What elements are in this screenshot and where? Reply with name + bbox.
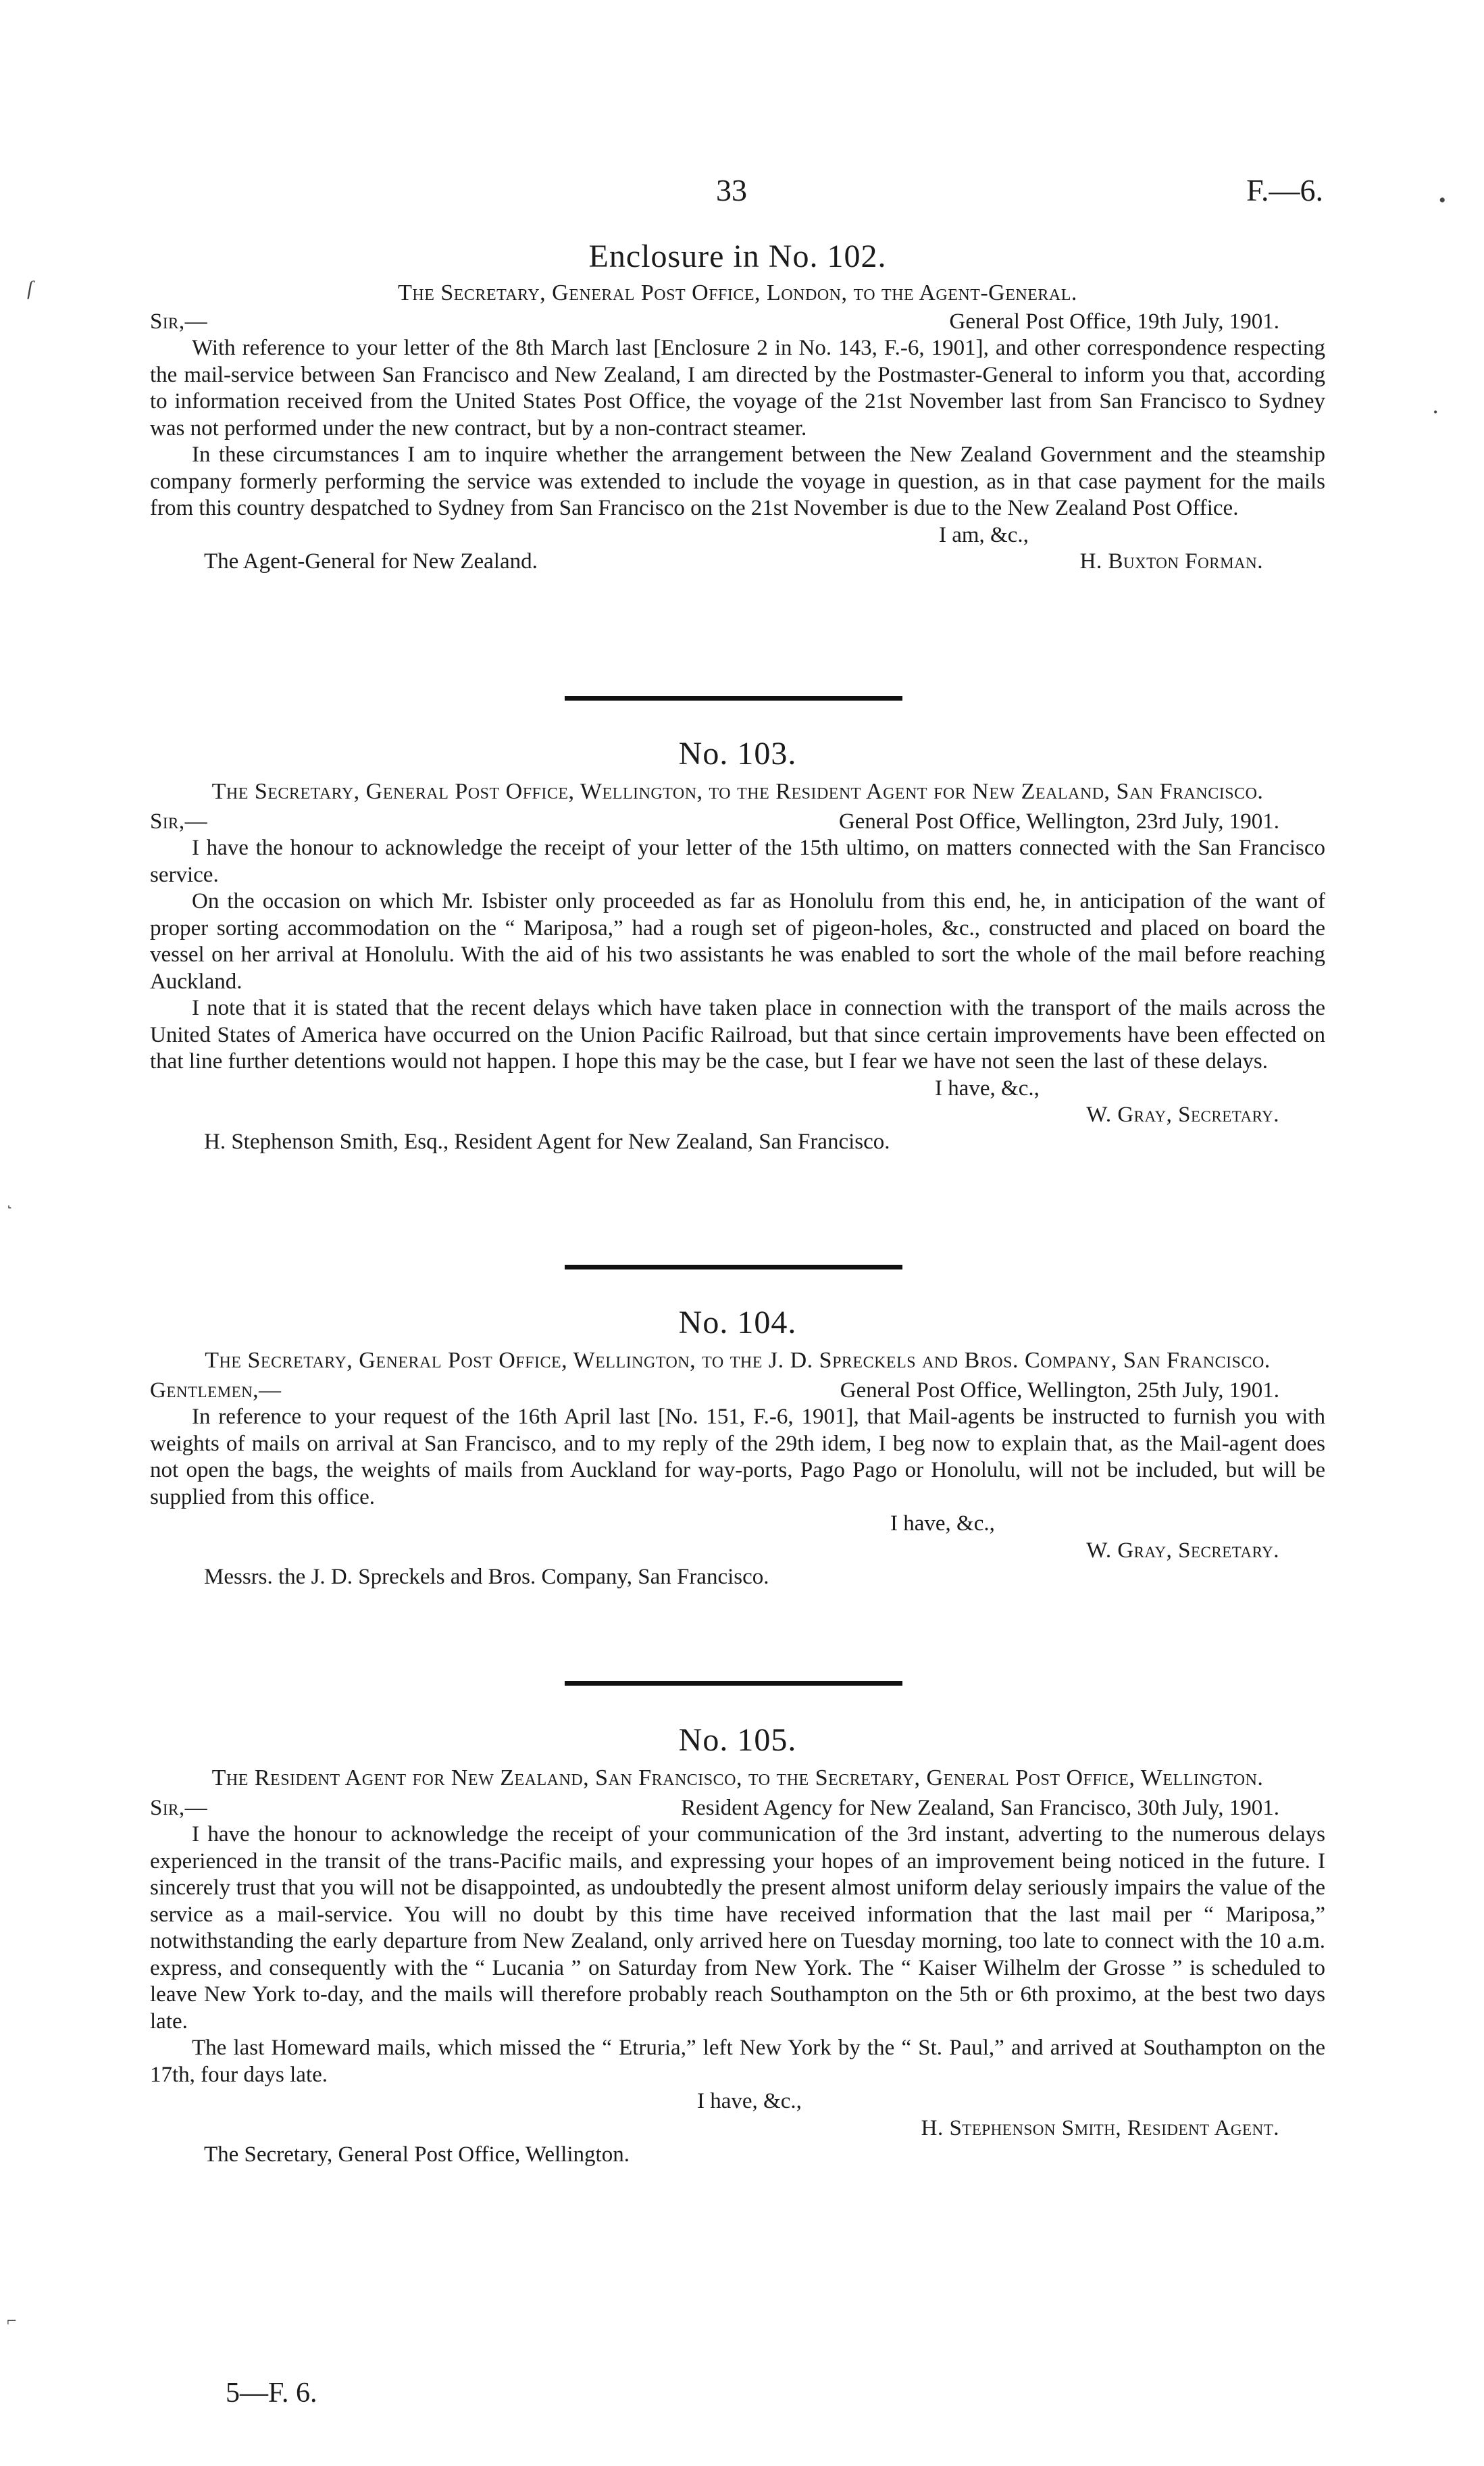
letter-no-103 [150,734,1325,1155]
scan-mark: ⌐ [7,2311,17,2330]
paragraph: I note that it is stated that the recent delays which have taken place in connection with the transport of the mails across the United States of America have occurred on the Union Pacific Railroad, but that since certain improvements have been effected on that line further detentions would not happen. I hope this may be the case, but I fear we have not seen the last of these delays. [150,996,1325,1074]
letter-address-date: General Post Office, 19th July, 1901. [949,309,1279,334]
letter-title: No. 104. [678,1305,797,1340]
recipient: Messrs. the J. D. Spreckels and Bros. Company, San Francisco. [204,1565,769,1589]
scan-speck: • [1433,405,1438,419]
scan-speck: • [1439,189,1446,211]
paragraph: On the occasion on which Mr. Isbister only proceeded as far as Honolulu from this end, he, in anticipation of the want of proper sorting accommodation on the “ Mariposa,” had a rough set of pigeon-holes, &c., constructed and placed on board the vessel on her arrival at Honolulu. With the aid of his two assistants he was enabled to sort the whole of the mail before reaching Auckland. [150,889,1325,994]
section-divider [565,696,902,701]
paragraph: I have the honour to acknowledge the receipt of your letter of the 15th ultimo, on matters connected with the San Francisco service. [150,836,1325,887]
letter-enclosure-102 [150,236,1325,576]
letter-no-105 [150,1720,1325,2169]
section-divider [565,1265,902,1269]
signature: H. Buxton Forman. [1079,549,1263,574]
signature-mark: 5—F. 6. [226,2377,317,2409]
salutation: Sir,— [150,1796,208,1820]
recipient: The Agent-General for New Zealand. [204,549,538,574]
scan-mark: ˻ [7,1189,13,1209]
letter-heading: The Secretary, General Post Office, London, to the Agent-General. [398,280,1077,305]
scan-mark: ſ [27,277,33,299]
recipient: H. Stephenson Smith, Esq., Resident Agent for New Zealand, San Francisco. [204,1129,890,1154]
paragraph: In reference to your request of the 16th April last [No. 151, F.-6, 1901], that Mail-agents be instructed to furnish you with weights of mails on arrival at San Francisco, and to my reply of the 29th idem, I beg now to explain that, as the Mail-agent does not open the bags, the weights of mails from Auckland for way-ports, Pago Pago or Honolulu, will not be included, but will be supplied from this office. [150,1405,1325,1509]
recipient: The Secretary, General Post Office, Wellington. [204,2142,630,2167]
closing: I have, &c., [935,1076,1040,1101]
signature: W. Gray, Secretary. [1086,1103,1279,1127]
paragraph: I have the honour to acknowledge the receipt of your communication of the 3rd instant, adverting to the numerous delays experienced in the transit of the trans-Pacific mails, and expressing your hopes of an improvement being noticed in the future. I sincerely trust that you will not be disappointed, as undoubtedly the present almost uniform delay seriously impairs the value of the service as a mail-service. You will no doubt by this time have received information that the last mail per “ Mariposa,” notwithstanding the early departure from New Zealand, only arrived here on Tuesday morning, too late to connect with the 10 a.m. express, and consequently with the “ Lucania ” on Saturday from New York. The “ Kaiser Wilhelm der Grosse ” is scheduled to leave New York to-day, and the mails will therefore probably reach Southampton on the 5th or 6th proximo, at the best two days late. [150,1822,1325,2034]
salutation: Gentlemen,— [150,1378,282,1403]
closing: I am, &c., [939,522,1029,547]
letter-address-date: General Post Office, Wellington, 25th July, 1901. [840,1378,1279,1403]
section-divider [565,1681,902,1686]
letter-heading: The Resident Agent for New Zealand, San Francisco, to the Secretary, General Post Office, Wellington. [211,1765,1264,1790]
letter-no-104 [150,1303,1325,1591]
letter-title: No. 103. [678,736,797,772]
letter-address-date: General Post Office, Wellington, 23rd July, 1901. [838,809,1279,834]
salutation: Sir,— [150,309,208,334]
signature: W. Gray, Secretary. [1086,1538,1279,1563]
paragraph: The last Homeward mails, which missed the “ Etruria,” left New York by the “ St. Paul,” and arrived at Southampton on the 17th, four days late. [150,2036,1325,2087]
closing: I have, &c., [697,2089,802,2113]
letter-heading: The Secretary, General Post Office, Wellington, to the J. D. Spreckels and Bros. Company, San Francisco. [205,1348,1271,1373]
page-number: 33 [716,173,747,207]
document-reference: F.—6. [1246,173,1323,207]
closing: I have, &c., [890,1511,995,1536]
paragraph: In these circumstances I am to inquire whether the arrangement between the New Zealand Government and the steamship company formerly performing the service was extended to include the voyage in question, as in that case payment for the mails from this country despatched to Sydney from San Francisco on the 21st November is due to the New Zealand Post Office. [150,443,1325,520]
signature: H. Stephenson Smith, Resident Agent. [921,2115,1279,2140]
paragraph: With reference to your letter of the 8th March last [Enclosure 2 in No. 143, F.-6, 1901], and other correspondence respecting the mail-service between San Francisco and New Zealand, I am directed by the Postmaster-General to inform you that, according to information received from the United States Post Office, the voyage of the 21st November last from San Francisco to Sydney was not performed under the new contract, but by a non-contract steamer. [150,336,1325,441]
letter-address-date: Resident Agency for New Zealand, San Francisco, 30th July, 1901. [681,1796,1279,1820]
letter-heading: The Secretary, General Post Office, Wellington, to the Resident Agent for New Zealand, San Francisco. [211,779,1264,804]
salutation: Sir,— [150,809,208,834]
letter-title: Enclosure in No. 102. [588,238,887,274]
letter-title: No. 105. [678,1722,797,1758]
